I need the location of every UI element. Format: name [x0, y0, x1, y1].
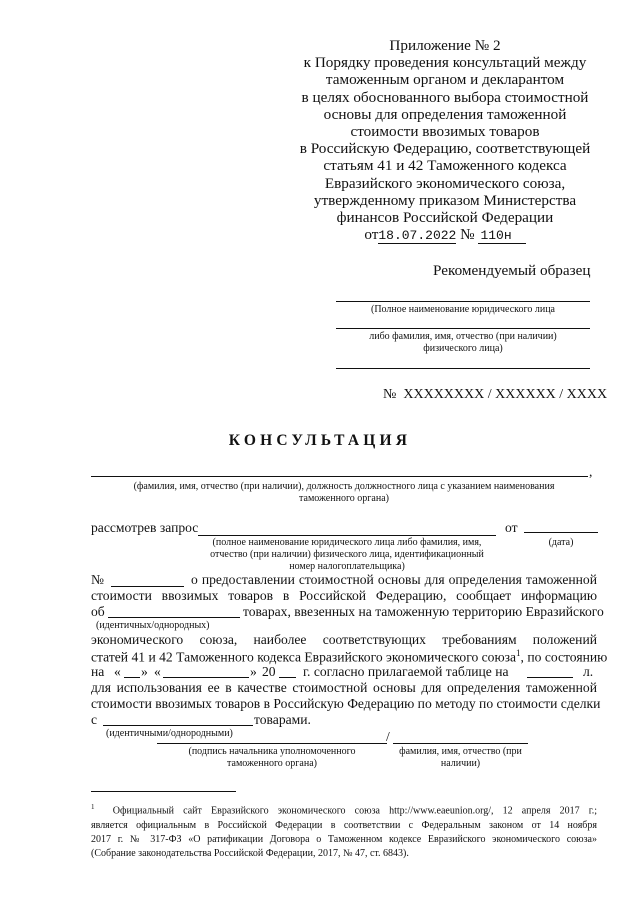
request-caption-3: номер налогоплательщика): [289, 561, 405, 572]
signature-line[interactable]: [157, 743, 387, 744]
pages-suffix: л.: [583, 664, 594, 679]
appendix-line: основы для определения таможенной: [323, 105, 567, 123]
appendix-line: утвержденному приказом Министерства: [313, 191, 577, 209]
official-line[interactable]: [91, 476, 588, 477]
year-prefix: 20: [262, 664, 276, 679]
quote-close: »: [141, 664, 148, 679]
footnote-line-2: является официальным в Российской Федерации в соответствии с Федеральным законом от 14 ноября: [91, 819, 597, 831]
body-line-4: экономического союза, наиболее соответствующих требованиям положений: [91, 632, 597, 647]
body-line-8: стоимости ввозимых товаров в Российскую Федерацию по методу по стоимости сделки: [91, 696, 601, 711]
appendix-line: стоимости ввозимых товаров: [350, 123, 540, 141]
request-date-caption: (дата): [548, 537, 574, 548]
request-ot: от: [505, 520, 518, 535]
footnote-separator: [91, 791, 236, 792]
request-no-sign: №: [91, 572, 104, 587]
year-line[interactable]: [279, 677, 296, 678]
order-no-sign: №: [460, 226, 475, 244]
signature-slash: /: [386, 729, 390, 744]
signer-name-line[interactable]: [393, 743, 528, 744]
recipient-name-line-2[interactable]: [336, 328, 590, 329]
footnote-line-1: [91, 800, 597, 819]
appendix-line: к Порядку проведения консультаций между: [303, 54, 587, 72]
official-caption-2: таможенного органа): [299, 493, 389, 504]
document-title: КОНСУЛЬТАЦИЯ: [228, 432, 412, 449]
body-line-5-end: , по состоянию: [520, 649, 608, 665]
footnote: [91, 800, 597, 862]
footnote-text-1: Официальный сайт Евразийского экономического союза http://www.eaeunion.org/, 12 апреля 2017 г.;: [112, 805, 598, 817]
body-line-6: г. согласно прилагаемой таблице на: [303, 664, 509, 679]
recipient-caption-2: либо фамилия, имя, отчество (при наличии): [369, 331, 557, 342]
request-caption-2: отчество (при наличии) физического лица, идентификационный: [210, 549, 484, 560]
order-number: 110н: [478, 228, 525, 244]
appendix-header: [280, 37, 610, 244]
appendix-line: Евразийского экономического союза,: [324, 174, 566, 192]
signature-caption-2: таможенного органа): [227, 758, 317, 769]
signer-caption-1: фамилия, имя, отчество (при: [399, 746, 522, 757]
footnote-line-3: 2017 г. № 317-ФЗ «О ратификации Договора о Таможенном кодексе Евразийского экономического союза»: [91, 833, 597, 845]
request-label: рассмотрев запрос: [91, 520, 199, 535]
body-na: на: [91, 664, 105, 679]
appendix-line: в целях обоснованного выбора стоимостной: [301, 88, 589, 106]
body-s: с: [91, 712, 98, 727]
recommended-sample-label: Рекомендуемый образец: [433, 262, 591, 279]
official-comma: ,: [589, 464, 593, 479]
day-line[interactable]: [124, 677, 140, 678]
appendix-line: таможенным органом и декларантом: [325, 71, 565, 89]
recipient-name-line-3[interactable]: [336, 368, 590, 369]
body-line-9: товарами.: [254, 712, 311, 727]
body-line-1: о предоставлении стоимостной основы для определения таможенной: [191, 572, 597, 587]
footnote-ref: 1: [516, 648, 521, 658]
quote-close-2: »: [250, 664, 257, 679]
document-number: № XXXXXXXX / XXXXXX / XXXX: [383, 387, 608, 402]
body-line-5: [91, 648, 607, 666]
pages-line[interactable]: [527, 677, 573, 678]
appendix-line: статьям 41 и 42 Таможенного кодекса: [323, 157, 567, 175]
recipient-name-line[interactable]: [336, 301, 590, 302]
body-line-5-text: статей 41 и 42 Таможенного кодекса Евразийского экономического союза: [91, 649, 517, 665]
order-date: 18.07.2022: [378, 228, 457, 244]
goods-kind-caption: (идентичными/однородными): [106, 728, 233, 739]
signer-caption-2: наличии): [440, 758, 481, 769]
signature-caption-1: (подпись начальника уполномоченного: [188, 746, 356, 757]
body-ob: об: [91, 604, 105, 619]
footnote-line-4: (Собрание законодательства Российской Федерации, 2017, № 47, ст. 6843).: [91, 848, 409, 860]
body-line-2: стоимости ввозимых товаров в Российской Федерацию, сообщает информацию: [91, 588, 597, 603]
recipient-caption-3: физического лица): [423, 343, 503, 354]
month-line[interactable]: [163, 677, 249, 678]
appendix-line: в Российскую Федерацию, соответствующей: [299, 140, 591, 158]
body-line-7: для использования ее в качестве стоимостной основы для определения таможенной: [91, 680, 597, 695]
goods-kind-line[interactable]: [103, 725, 253, 726]
request-caption-1: (полное наименование юридического лица либо фамилия, имя,: [212, 537, 482, 548]
quote-open-2: «: [154, 664, 161, 679]
appendix-line: финансов Российской Федерации: [336, 209, 554, 227]
quote-open: «: [114, 664, 121, 679]
request-date-line[interactable]: [524, 532, 598, 533]
order-reference: [280, 226, 610, 244]
official-caption-1: (фамилия, имя, отчество (при наличии), должность должностного лица с указанием наименования: [133, 481, 555, 492]
appendix-line: Приложение № 2: [389, 37, 501, 54]
recipient-caption-1: (Полное наименование юридического лица: [370, 304, 555, 315]
goods-type-caption: (идентичных/однородных): [96, 620, 210, 631]
request-applicant-line[interactable]: [198, 535, 496, 536]
goods-type-line[interactable]: [108, 617, 240, 618]
order-prefix: от: [364, 226, 379, 244]
footnote-mark: 1: [91, 803, 95, 811]
request-number-line[interactable]: [111, 586, 184, 587]
body-line-3: товарах, ввезенных на таможенную территорию Евразийского: [243, 604, 604, 619]
